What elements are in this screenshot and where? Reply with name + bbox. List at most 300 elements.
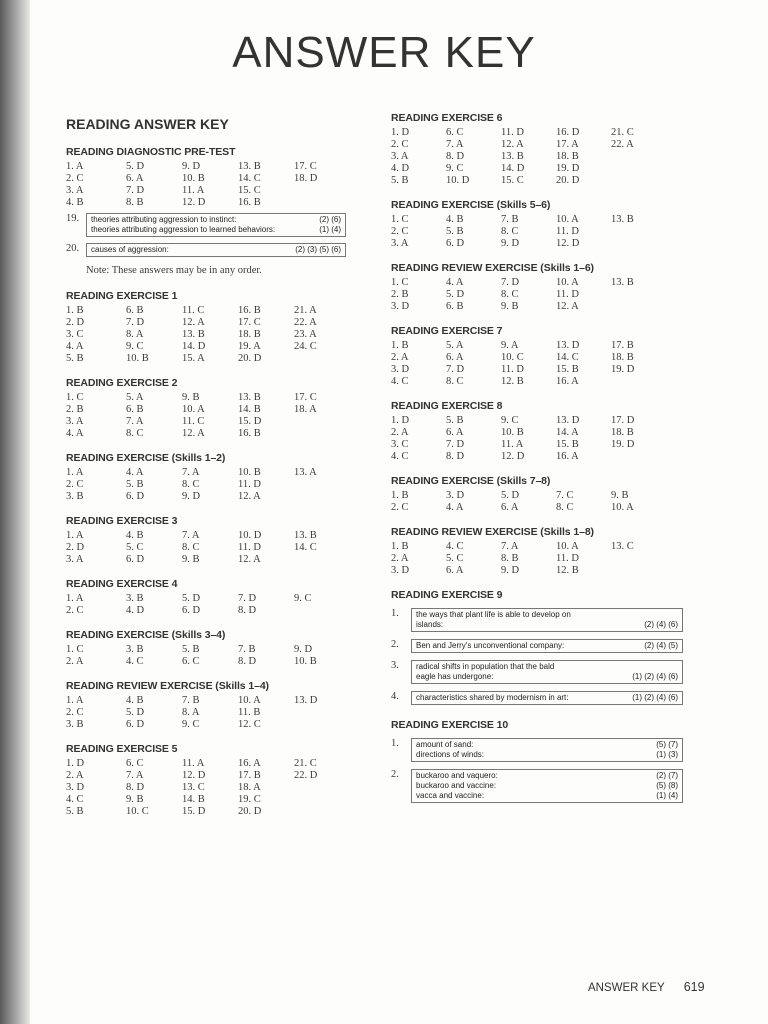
- answer-cell: 9. A: [501, 340, 519, 351]
- answer-cell: [294, 197, 354, 209]
- exercise-section: [66, 377, 366, 440]
- answer-cell: 18. B: [556, 151, 579, 162]
- answer-cell: 2. A: [66, 656, 84, 667]
- answer-choices: (1) (4): [656, 791, 678, 800]
- answer-box-row: [416, 740, 678, 750]
- answer-cell: 15. B: [556, 439, 579, 450]
- answer-cell: 10. B: [501, 427, 524, 438]
- answer-box: [411, 769, 683, 803]
- footer-label: ANSWER KEY: [588, 982, 665, 994]
- answer-cell: 5. A: [446, 340, 464, 351]
- answer-box: [86, 243, 346, 257]
- answer-cell: 18. D: [294, 173, 318, 184]
- answer-box-row: [416, 693, 678, 703]
- answer-cell: 3. B: [66, 719, 84, 730]
- answer-cell: 8. D: [126, 782, 145, 793]
- answer-cell: 17. B: [611, 340, 634, 351]
- answer-grid: [66, 593, 366, 617]
- answer-cell: 6. D: [182, 605, 201, 616]
- answer-cell: 3. D: [446, 490, 465, 501]
- question-number: 3.: [391, 660, 399, 671]
- answer-cell: 18. A: [238, 782, 261, 793]
- answer-cell: 17. C: [294, 392, 317, 403]
- answer-cell: 4. C: [66, 794, 84, 805]
- question-20: [66, 243, 366, 257]
- section-title: READING EXERCISE 6: [391, 112, 503, 124]
- exercise-section: [66, 743, 366, 818]
- answer-cell: 13. B: [611, 277, 634, 288]
- answer-cell: 13. D: [294, 695, 318, 706]
- answer-choices: (1) (2) (4) (6): [632, 693, 678, 702]
- answer-cell: 15. B: [556, 364, 579, 375]
- answer-cell: 4. B: [126, 695, 144, 706]
- answer-cell: 11. A: [182, 758, 205, 769]
- diagnostic-section: [66, 146, 366, 276]
- reading-answer-key-heading: READING ANSWER KEY: [66, 116, 229, 132]
- answer-cell: 3. B: [126, 644, 144, 655]
- answer-cell: 21. C: [611, 127, 634, 138]
- answer-cell: 7. D: [501, 277, 520, 288]
- answer-cell: 7. D: [126, 185, 145, 196]
- answer-cell: 17. D: [611, 415, 635, 426]
- answer-cell: 4. A: [446, 502, 464, 513]
- answer-cell: 16. A: [238, 758, 261, 769]
- answer-cell: 22. A: [611, 139, 634, 150]
- answer-cell: 2. D: [66, 317, 85, 328]
- answer-cell: 10. A: [238, 695, 261, 706]
- answer-text: theories attributing aggression to learned behaviors:: [91, 225, 276, 234]
- answer-cell: 10. D: [446, 175, 470, 186]
- answer-cell: 3. A: [66, 416, 84, 427]
- answer-cell: 4. C: [126, 656, 144, 667]
- answer-cell: 8. C: [182, 479, 200, 490]
- exercise-section: [66, 515, 366, 566]
- answer-cell: 9. C: [182, 719, 200, 730]
- answer-text: buckaroo and vaccine:: [416, 781, 497, 790]
- exercise-section: [66, 680, 366, 731]
- answer-cell: 10. B: [182, 173, 205, 184]
- exercise-10-section: [391, 719, 691, 803]
- question-number: 20.: [66, 243, 80, 254]
- answer-cell: 9. D: [294, 644, 313, 655]
- section-title: READING EXERCISE 5: [66, 743, 178, 755]
- answer-cell: 6. A: [126, 173, 144, 184]
- answer-cell: 2. C: [66, 479, 84, 490]
- answer-cell: 1. B: [391, 340, 409, 351]
- answer-box-row: [91, 245, 341, 255]
- answer-cell: 13. C: [611, 541, 634, 552]
- answer-cell: 16. B: [238, 197, 261, 208]
- left-column: [66, 112, 366, 830]
- question-19: [66, 213, 366, 237]
- answer-cell: [611, 565, 666, 577]
- answer-cell: 20. D: [238, 353, 262, 364]
- answer-cell: 5. B: [66, 806, 84, 817]
- answer-grid: [66, 530, 366, 566]
- answer-cell: 11. B: [238, 707, 261, 718]
- exercise-section: [391, 325, 691, 388]
- answer-cell: 10. A: [611, 502, 634, 513]
- answer-cell: 13. D: [556, 340, 580, 351]
- answer-cell: 5. B: [126, 479, 144, 490]
- answer-cell: 2. B: [66, 404, 84, 415]
- question-number: 4.: [391, 691, 399, 702]
- answer-cell: [611, 238, 666, 250]
- answer-text: vacca and vaccine:: [416, 791, 485, 800]
- answer-cell: 10. A: [556, 214, 579, 225]
- question-item: [391, 660, 691, 684]
- answer-box-row: [416, 620, 678, 630]
- answer-cell: 5. B: [446, 226, 464, 237]
- answer-cell: 6. D: [126, 719, 145, 730]
- answer-cell: [611, 226, 666, 238]
- answer-cell: 2. A: [391, 553, 409, 564]
- answer-cell: 21. A: [294, 305, 317, 316]
- answer-cell: 7. B: [182, 695, 200, 706]
- answer-cell: 8. C: [182, 542, 200, 553]
- answer-cell: 20. D: [556, 175, 580, 186]
- answer-cell: 1. A: [66, 593, 84, 604]
- question-item: [391, 769, 691, 803]
- answer-choices: (2) (4) (5): [644, 641, 678, 650]
- question-number: 1.: [391, 608, 399, 619]
- answer-box-row: [416, 750, 678, 760]
- answer-cell: 1. D: [391, 415, 410, 426]
- question-item: [391, 738, 691, 762]
- question-number: 2.: [391, 769, 399, 780]
- answer-cell: 1. D: [66, 758, 85, 769]
- answer-cell: 9. D: [182, 491, 201, 502]
- answer-choices: (2) (4) (6): [644, 620, 678, 629]
- section-title: READING EXERCISE (Skills 7–8): [391, 475, 551, 487]
- answer-grid: [66, 392, 366, 440]
- section-title: READING REVIEW EXERCISE (Skills 1–6): [391, 262, 594, 274]
- answer-box-row: [91, 225, 341, 235]
- answer-cell: 4. B: [126, 530, 144, 541]
- answer-cell: 1. A: [66, 695, 84, 706]
- answer-cell: [611, 163, 666, 175]
- answer-text: theories attributing aggression to instinct:: [91, 215, 237, 224]
- answer-cell: 24. C: [294, 341, 317, 352]
- answer-grid: [391, 490, 691, 514]
- answer-cell: [294, 428, 354, 440]
- section-title: READING EXERCISE 3: [66, 515, 178, 527]
- answer-cell: 3. A: [391, 238, 409, 249]
- answer-cell: 10. A: [556, 541, 579, 552]
- answer-cell: 4. D: [391, 163, 410, 174]
- answer-cell: 6. B: [126, 305, 144, 316]
- answer-cell: [294, 605, 354, 617]
- answer-box: [411, 608, 683, 632]
- answer-text: directions of winds:: [416, 750, 485, 759]
- answer-box-row: [416, 672, 678, 682]
- answer-cell: 8. A: [182, 707, 200, 718]
- answer-cell: 1. A: [66, 467, 84, 478]
- answer-cell: 15. C: [238, 185, 261, 196]
- answer-cell: 11. A: [182, 185, 205, 196]
- answer-cell: 8. D: [238, 605, 257, 616]
- right-sections: [391, 112, 691, 577]
- answer-cell: 8. C: [446, 376, 464, 387]
- answer-grid: [66, 644, 366, 668]
- answer-cell: 8. D: [238, 656, 257, 667]
- answer-cell: 6. A: [446, 352, 464, 363]
- answer-cell: 7. D: [238, 593, 257, 604]
- answer-cell: 15. A: [182, 353, 205, 364]
- answer-cell: 10. A: [556, 277, 579, 288]
- answer-cell: 9. D: [182, 161, 201, 172]
- answer-cell: 13. D: [556, 415, 580, 426]
- answer-cell: 7. B: [238, 644, 256, 655]
- answer-cell: 19. D: [611, 364, 635, 375]
- answer-cell: 14. C: [238, 173, 261, 184]
- answer-cell: 22. A: [294, 317, 317, 328]
- answer-choices: (2) (6): [319, 215, 341, 224]
- answer-cell: 1. B: [66, 305, 84, 316]
- answer-cell: 9. D: [501, 565, 520, 576]
- answer-cell: 1. A: [66, 161, 84, 172]
- answer-cell: 6. A: [446, 565, 464, 576]
- answer-cell: 12. D: [556, 238, 580, 249]
- answer-cell: 6. A: [501, 502, 519, 513]
- answer-cell: 5. B: [66, 353, 84, 364]
- section-title: READING EXERCISE 4: [66, 578, 178, 590]
- answer-cell: 12. C: [238, 719, 261, 730]
- answer-box: [411, 660, 683, 684]
- answer-cell: 6. C: [446, 127, 464, 138]
- section-title: READING EXERCISE (Skills 5–6): [391, 199, 551, 211]
- answer-cell: [294, 479, 354, 491]
- question-item: [391, 691, 691, 705]
- answer-cell: 9. D: [501, 238, 520, 249]
- answer-cell: 2. A: [66, 770, 84, 781]
- answer-cell: 12. A: [182, 317, 205, 328]
- answer-box: [86, 213, 346, 237]
- answer-cell: [294, 806, 354, 818]
- answer-cell: 14. B: [238, 404, 261, 415]
- answer-cell: 3. D: [391, 565, 410, 576]
- answer-cell: 10. B: [238, 467, 261, 478]
- answer-grid: [66, 305, 366, 365]
- answer-cell: 4. A: [66, 428, 84, 439]
- answer-cell: 2. A: [391, 427, 409, 438]
- answer-cell: 12. B: [556, 565, 579, 576]
- answer-cell: 4. C: [391, 376, 409, 387]
- answer-cell: 1. C: [66, 392, 84, 403]
- answer-grid: [66, 758, 366, 818]
- answer-cell: 19. A: [238, 341, 261, 352]
- question-number: 1.: [391, 738, 399, 749]
- answer-grid: [391, 277, 691, 313]
- answer-cell: 11. D: [238, 479, 261, 490]
- answer-cell: 5. C: [446, 553, 464, 564]
- answer-text: islands:: [416, 620, 444, 629]
- exercise-section: [391, 526, 691, 577]
- answer-cell: [294, 707, 354, 719]
- answer-cell: [294, 491, 354, 503]
- answer-cell: 9. B: [501, 301, 519, 312]
- answer-cell: 4. C: [446, 541, 464, 552]
- answer-box: [411, 691, 683, 705]
- answer-grid: [66, 695, 366, 731]
- answer-cell: 15. D: [182, 806, 206, 817]
- answer-cell: 3. D: [391, 301, 410, 312]
- answer-cell: 8. C: [126, 428, 144, 439]
- order-note: Note: These answers may be in any order.: [86, 265, 262, 276]
- answer-cell: 7. A: [501, 541, 519, 552]
- answer-cell: 11. D: [556, 226, 579, 237]
- answer-cell: 10. C: [126, 806, 149, 817]
- answer-cell: [294, 782, 354, 794]
- answer-cell: 7. A: [126, 770, 144, 781]
- answer-cell: 12. B: [501, 376, 524, 387]
- answer-cell: 3. C: [66, 329, 84, 340]
- answer-cell: 14. A: [556, 427, 579, 438]
- answer-cell: 19. C: [238, 794, 261, 805]
- section-title: READING EXERCISE 8: [391, 400, 503, 412]
- answer-box-row: [91, 215, 341, 225]
- answer-cell: [611, 301, 666, 313]
- answer-cell: 1. C: [66, 644, 84, 655]
- answer-box-row: [416, 662, 678, 672]
- answer-choices: (2) (7): [656, 771, 678, 780]
- answer-cell: 1. D: [391, 127, 410, 138]
- answer-cell: 13. B: [182, 329, 205, 340]
- answer-cell: 5. D: [126, 707, 145, 718]
- answer-cell: 2. C: [66, 707, 84, 718]
- answer-cell: 5. B: [446, 415, 464, 426]
- answer-cell: 17. C: [294, 161, 317, 172]
- answer-cell: 7. B: [501, 214, 519, 225]
- right-column: [391, 112, 691, 815]
- answer-choices: (1) (2) (4) (6): [632, 672, 678, 681]
- answer-grid: [391, 415, 691, 463]
- exercise-section: [391, 112, 691, 187]
- answer-choices: (2) (3) (5) (6): [295, 245, 341, 254]
- answer-cell: 10. C: [501, 352, 524, 363]
- answer-cell: 12. A: [501, 139, 524, 150]
- answer-cell: 6. D: [446, 238, 465, 249]
- answer-cell: 11. D: [501, 127, 524, 138]
- exercise-section: [391, 475, 691, 514]
- answer-cell: 4. C: [391, 451, 409, 462]
- answer-cell: 1. C: [391, 214, 409, 225]
- answer-cell: 12. D: [182, 197, 206, 208]
- answer-cell: 18. B: [611, 427, 634, 438]
- answer-cell: [294, 185, 354, 197]
- answer-cell: 5. D: [446, 289, 465, 300]
- answer-cell: 9. C: [294, 593, 312, 604]
- answer-cell: 8. B: [501, 553, 519, 564]
- answer-cell: 5. B: [391, 175, 409, 186]
- answer-box-row: [416, 791, 678, 801]
- answer-cell: 2. C: [391, 502, 409, 513]
- answer-cell: 18. B: [238, 329, 261, 340]
- exercise-section: [391, 400, 691, 463]
- answer-cell: 8. B: [126, 197, 144, 208]
- answer-cell: 2. C: [66, 605, 84, 616]
- answer-cell: 13. C: [182, 782, 205, 793]
- answer-cell: 19. D: [611, 439, 635, 450]
- answer-box-row: [416, 610, 678, 620]
- answer-cell: 7. A: [182, 467, 200, 478]
- answer-choices: (1) (4): [319, 225, 341, 234]
- answer-cell: [294, 353, 354, 365]
- exercise-section: [391, 199, 691, 250]
- answer-cell: 9. B: [126, 794, 144, 805]
- exercise-9-section: [391, 589, 691, 705]
- answer-cell: 8. D: [446, 451, 465, 462]
- answer-cell: 13. A: [294, 467, 317, 478]
- answer-cell: 4. A: [66, 341, 84, 352]
- answer-cell: 9. B: [182, 554, 200, 565]
- answer-cell: 4. D: [126, 605, 145, 616]
- page-number: 619: [683, 980, 705, 994]
- answer-cell: 13. B: [238, 392, 261, 403]
- answer-cell: 5. D: [501, 490, 520, 501]
- answer-cell: 4. A: [446, 277, 464, 288]
- answer-cell: [611, 553, 666, 565]
- answer-choices: (5) (8): [656, 781, 678, 790]
- answer-cell: 18. A: [294, 404, 317, 415]
- answer-cell: 11. D: [238, 542, 261, 553]
- exercise-section: [391, 262, 691, 313]
- answer-choices: (1) (3): [656, 750, 678, 759]
- answer-cell: 2. B: [391, 289, 409, 300]
- answer-cell: 14. D: [182, 341, 206, 352]
- answer-cell: 9. B: [182, 392, 200, 403]
- answer-cell: 3. C: [391, 439, 409, 450]
- answer-cell: [294, 719, 354, 731]
- ex10-items: [391, 738, 691, 803]
- answer-cell: 6. C: [126, 758, 144, 769]
- question-number: 19.: [66, 213, 80, 224]
- answer-cell: 11. D: [556, 553, 579, 564]
- answer-cell: [294, 794, 354, 806]
- answer-cell: 12. A: [556, 301, 579, 312]
- answer-cell: 5. D: [126, 161, 145, 172]
- answer-cell: 6. D: [126, 491, 145, 502]
- answer-cell: 2. C: [66, 173, 84, 184]
- answer-cell: 11. A: [501, 439, 524, 450]
- answer-cell: 1. B: [391, 490, 409, 501]
- answer-cell: 5. A: [126, 392, 144, 403]
- answer-cell: 23. A: [294, 329, 317, 340]
- section-title: READING EXERCISE 7: [391, 325, 503, 337]
- answer-cell: 20. D: [238, 806, 262, 817]
- answer-cell: 12. D: [501, 451, 525, 462]
- answer-cell: 6. B: [446, 301, 464, 312]
- question-item: [391, 639, 691, 653]
- answer-grid: [66, 161, 366, 209]
- answer-cell: 6. C: [182, 656, 200, 667]
- section-title: READING EXERCISE 9: [391, 589, 503, 601]
- answer-box-row: [416, 781, 678, 791]
- answer-cell: 8. A: [126, 329, 144, 340]
- answer-cell: 7. A: [182, 530, 200, 541]
- answer-cell: 6. A: [446, 427, 464, 438]
- answer-cell: 17. B: [238, 770, 261, 781]
- answer-cell: 18. B: [611, 352, 634, 363]
- answer-box: [411, 639, 683, 653]
- answer-cell: 21. C: [294, 758, 317, 769]
- ex9-items: [391, 608, 691, 705]
- answer-cell: 15. C: [501, 175, 524, 186]
- answer-grid: [391, 214, 691, 250]
- answer-cell: 2. A: [391, 352, 409, 363]
- answer-cell: 5. D: [182, 593, 201, 604]
- answer-text: the ways that plant life is able to develop on: [416, 610, 571, 619]
